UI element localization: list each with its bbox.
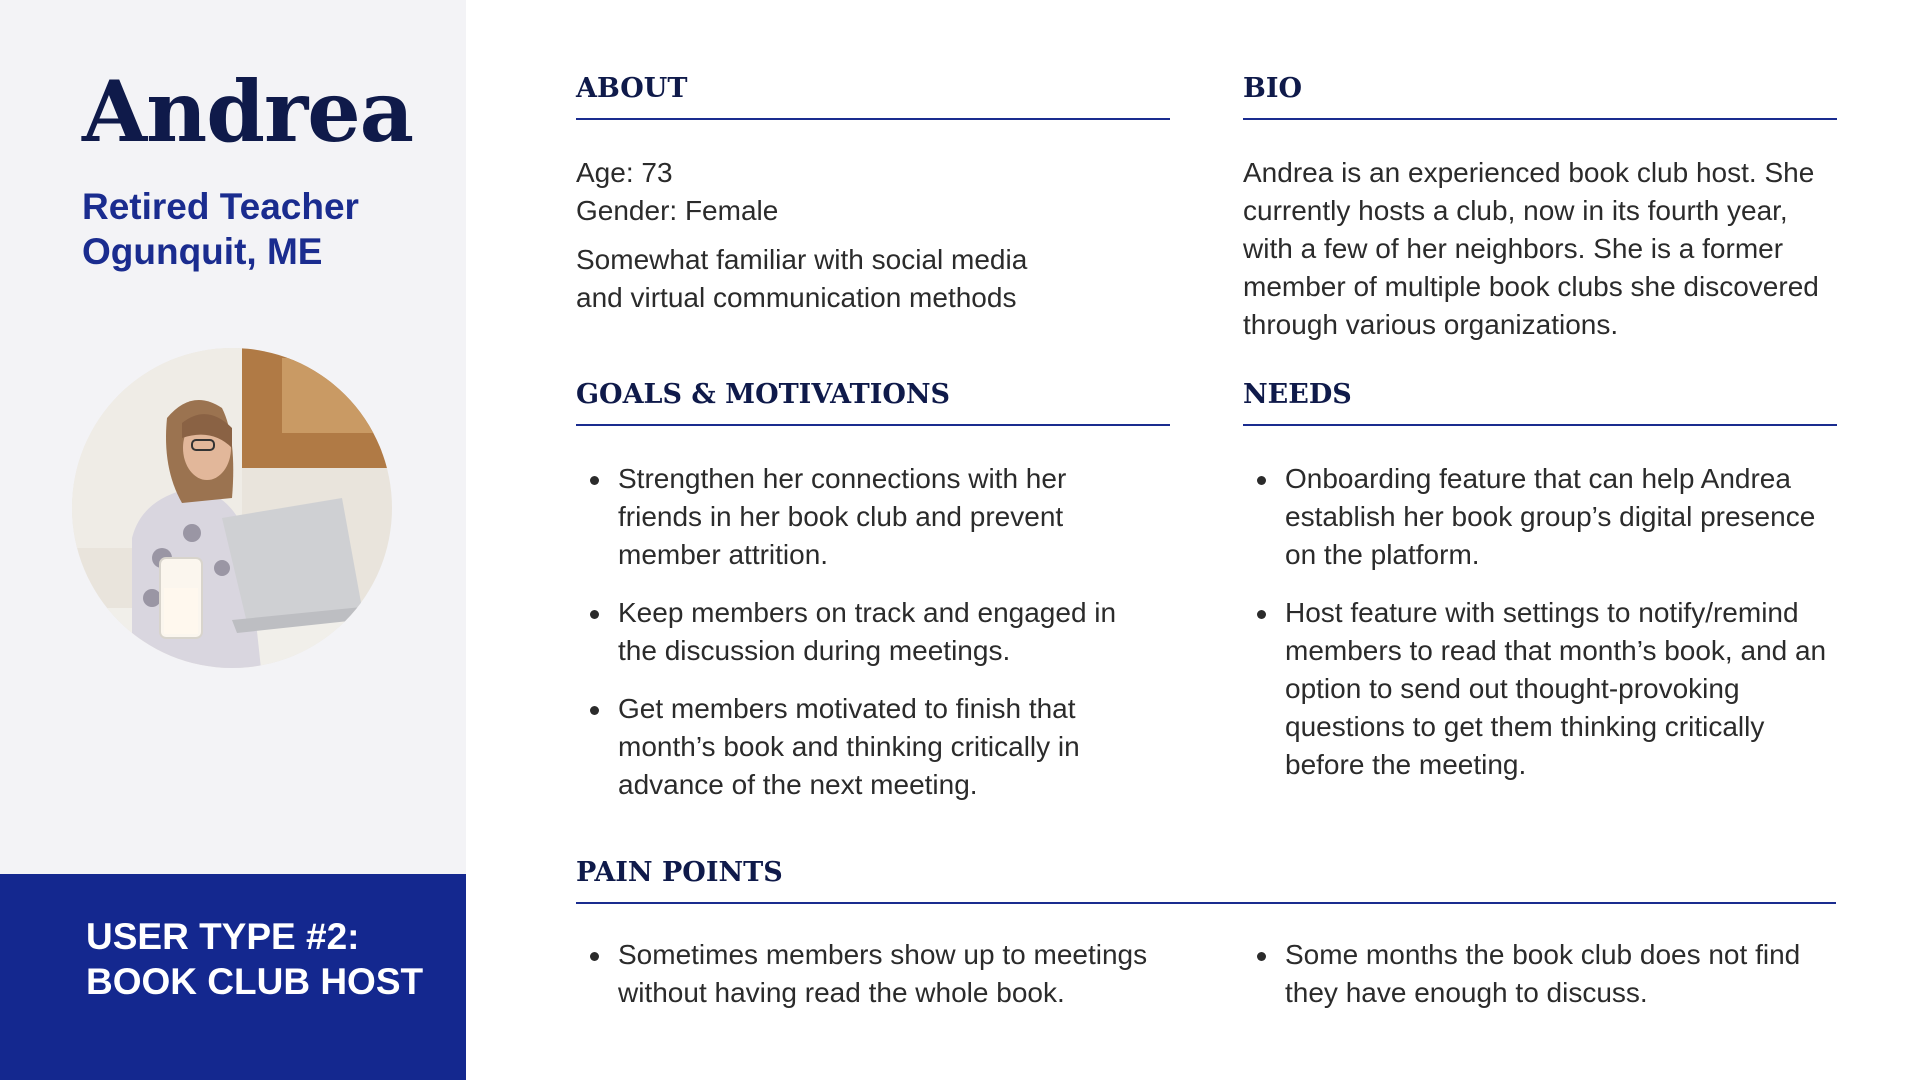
goals-list — [576, 460, 1136, 804]
goals-heading: GOALS & MOTIVATIONS — [576, 380, 1170, 426]
user-type-banner — [0, 874, 466, 1080]
pain-points-right-list — [1243, 936, 1843, 1012]
persona-photo — [72, 348, 392, 668]
persona-photo-illustration — [72, 348, 392, 668]
needs-list-item: Onboarding feature that can help Andrea establish her book group’s digital presence on the platform. — [1243, 460, 1843, 574]
bio-heading: BIO — [1243, 74, 1837, 120]
about-heading: ABOUT — [576, 74, 1170, 120]
needs-heading: NEEDS — [1243, 380, 1837, 426]
pain-points-left-list — [576, 936, 1176, 1012]
goals-list-item: Get members motivated to finish that month’s book and thinking critically in advance of the next meeting. — [576, 690, 1136, 804]
goals-list-item: Strengthen her connections with her friends in her book club and prevent member attrition. — [576, 460, 1136, 574]
pain-points-list-item: Some months the book club does not find they have enough to discuss. — [1243, 936, 1843, 1012]
goals-list-item: Keep members on track and engaged in the discussion during meetings. — [576, 594, 1136, 670]
pain-points-list-item: Sometimes members show up to meetings without having read the whole book. — [576, 936, 1176, 1012]
pain-points-heading: PAIN POINTS — [576, 858, 1836, 904]
persona-name: Andrea — [82, 62, 414, 161]
needs-list-item: Host feature with settings to notify/remind members to read that month’s book, and an option to send out thought-provoking questions to get them thinking critically before the meeting. — [1243, 594, 1843, 784]
persona-location: Ogunquit, ME — [82, 231, 323, 272]
bio-text: Andrea is an experienced book club host. She currently hosts a club, now in its fourth year, with a few of her neighbors. She is a former member of multiple book clubs she discovered through various organizations. — [1243, 157, 1819, 340]
user-type-label: USER TYPE #2: BOOK CLUB HOST — [86, 916, 424, 1002]
about-gender: Gender: Female — [576, 195, 779, 226]
about-familiarity: Somewhat familiar with social media and virtual communication methods — [576, 244, 1028, 313]
persona-role: Retired Teacher — [82, 186, 359, 227]
persona-sidebar — [0, 0, 466, 1080]
needs-list — [1243, 460, 1843, 784]
about-age: Age: 73 — [576, 157, 673, 188]
